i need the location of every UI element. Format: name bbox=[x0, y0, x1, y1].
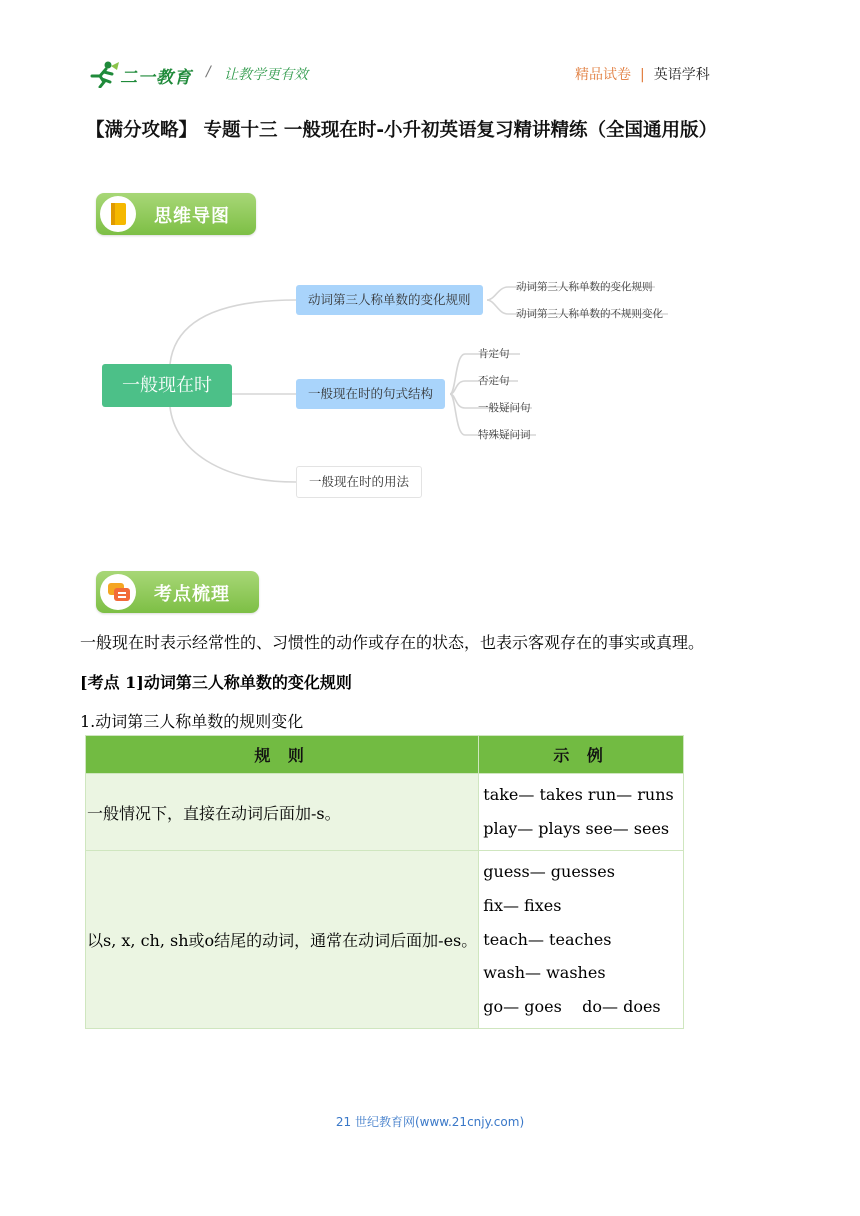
slogan-separator: / bbox=[206, 64, 211, 80]
mindmap-leaf: 动词第三人称单数的变化规则 bbox=[516, 281, 653, 293]
column-header-rule: 规 则 bbox=[86, 736, 479, 774]
tag-divider: | bbox=[640, 67, 645, 83]
key-point-heading: [考点 1]动词第三人称单数的变化规则 bbox=[80, 673, 352, 692]
page-title: 【满分攻略】 专题十三 一般现在时-小升初英语复习精讲精练（全国通用版） bbox=[86, 120, 718, 141]
table-row bbox=[86, 774, 684, 851]
tag-subject: 英语学科 bbox=[653, 67, 710, 83]
rule-cell: 一般情况下，直接在动词后面加-s。 bbox=[86, 774, 479, 851]
sub-heading: 1.动词第三人称单数的规则变化 bbox=[80, 712, 304, 731]
example-cell bbox=[479, 774, 684, 851]
section-label: 思维导图 bbox=[154, 206, 230, 227]
example-line: play— plays see— sees bbox=[483, 819, 670, 838]
mindmap-root: 一般现在时 bbox=[102, 364, 232, 407]
section-label: 考点梳理 bbox=[154, 584, 230, 605]
mindmap-leaf: 动词第三人称单数的不规则变化 bbox=[516, 308, 663, 320]
mindmap-leaf: 特殊疑问词 bbox=[478, 429, 531, 441]
chat-bubbles-icon bbox=[100, 574, 136, 610]
example-line: go— goes do— does bbox=[483, 997, 661, 1017]
example-line: take— takes run— runs bbox=[483, 785, 674, 804]
section-banner-keypoints bbox=[96, 571, 259, 613]
mindmap-leaf: 一般疑问句 bbox=[478, 402, 531, 414]
table-header-row bbox=[86, 736, 684, 774]
mindmap-branch-usage: 一般现在时的用法 bbox=[296, 466, 422, 498]
mindmap-branch-structure: 一般现在时的句式结构 bbox=[296, 379, 445, 409]
tag-premium: 精品试卷 bbox=[575, 67, 631, 83]
column-header-example: 示 例 bbox=[479, 736, 684, 774]
example-line: guess— guesses bbox=[483, 862, 615, 881]
example-cell bbox=[479, 851, 684, 1029]
intro-paragraph: 一般现在时表示经常性的、习惯性的动作或存在的状态，也表示客观存在的事实或真理。 bbox=[80, 633, 705, 652]
logo-text: 二一教育 bbox=[120, 68, 192, 88]
table-row bbox=[86, 851, 684, 1029]
mindmap-branch-third-person: 动词第三人称单数的变化规则 bbox=[296, 285, 483, 315]
mindmap-leaf: 肯定句 bbox=[478, 348, 510, 360]
slogan: 让教学更有效 bbox=[224, 67, 308, 83]
page-footer: 21 世纪教育网(www.21cnjy.com) bbox=[335, 1115, 525, 1129]
example-line: wash— washes bbox=[483, 963, 606, 983]
mindmap-leaf: 否定句 bbox=[478, 375, 510, 387]
rule-cell: 以s, x, ch, sh或o结尾的动词，通常在动词后面加-es。 bbox=[86, 851, 479, 1029]
rules-table bbox=[85, 735, 684, 1029]
example-line: teach— teaches bbox=[483, 929, 612, 949]
example-line: fix— fixes bbox=[483, 895, 562, 915]
